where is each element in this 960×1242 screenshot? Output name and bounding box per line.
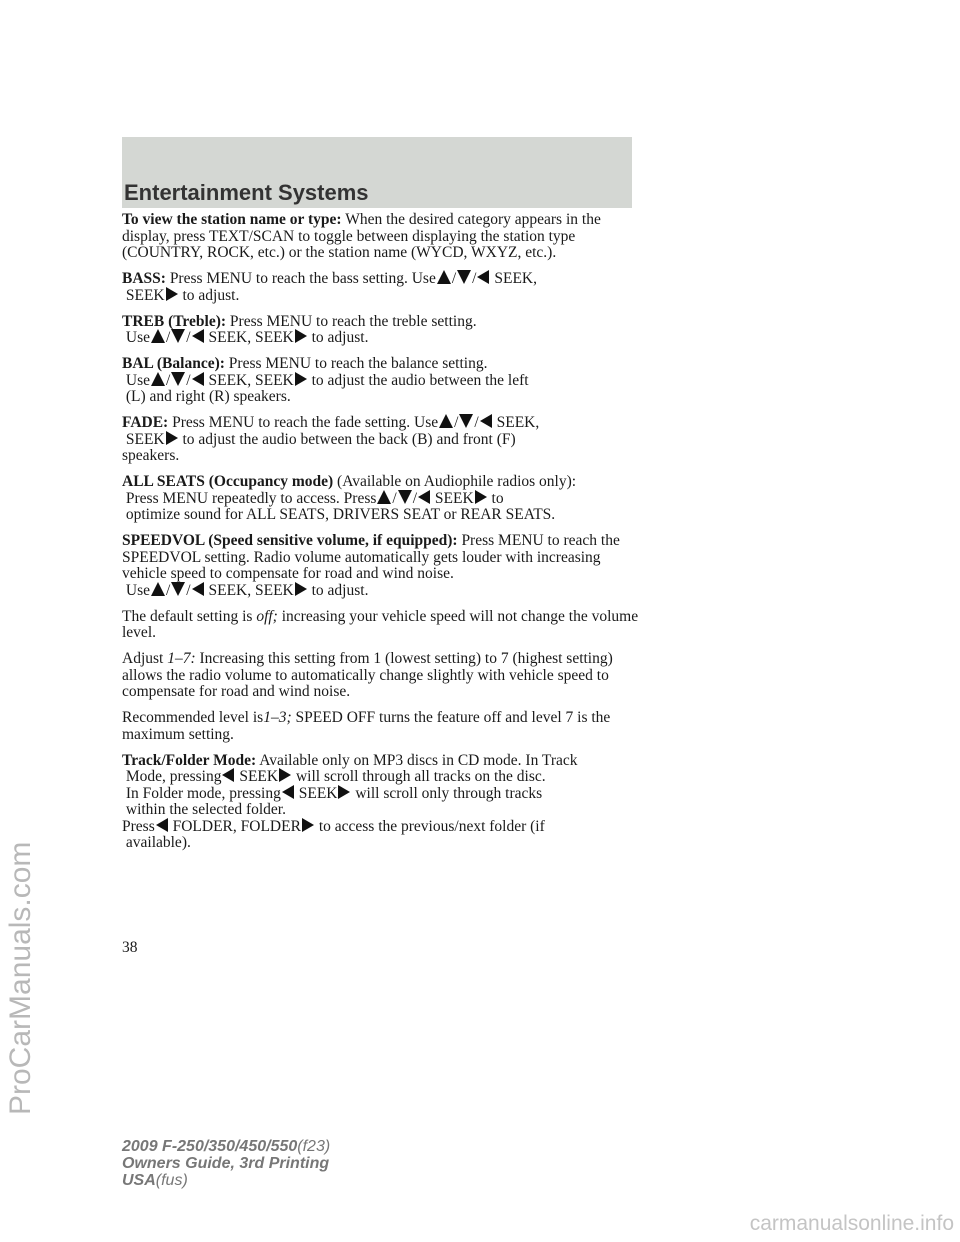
footer-line-3: USA(fus) <box>122 1172 188 1189</box>
paragraph-view-station: To view the station name or type: When the desired category appears in the display, press TEXT/SCAN to toggle between displaying the station type (COUNTRY, ROCK, etc.) or the station name (WYCD, WXYZ, etc.). <box>122 211 601 261</box>
footer-imprint <box>122 1138 330 1189</box>
up-arrow-icon <box>439 414 453 428</box>
paragraph-all-seats: ALL SEATS (Occupancy mode) (Available on Audiophile radios only): Press MENU repeatedly to access. Press / / SEEK to optimize sound for ALL SEATS, DRIVERS SEAT or REAR SEATS. <box>122 473 577 523</box>
right-arrow-icon <box>166 431 178 445</box>
right-arrow-icon <box>475 490 487 504</box>
right-arrow-icon <box>295 582 307 596</box>
down-arrow-icon <box>171 329 185 343</box>
up-arrow-icon <box>437 270 451 284</box>
side-watermark: ProCarManuals.com <box>4 841 37 1115</box>
down-arrow-icon <box>398 490 412 504</box>
up-arrow-icon <box>377 490 391 504</box>
left-arrow-icon <box>192 582 204 596</box>
left-arrow-icon <box>192 372 204 386</box>
left-arrow-icon <box>282 785 294 799</box>
paragraph-default-setting: The default setting is off; increasing your vehicle speed will not change the volume level. <box>122 607 639 641</box>
paragraph-track-folder: Track/Folder Mode: Available only on MP3 discs in CD mode. In Track Mode, pressing SEEK will scroll through all tracks on the disc. In Folder mode, pressing SEEK will scroll only through tracks within the selected folder. Press FOLDER, FOLDER to access the previous/next folder (if available). <box>122 751 578 851</box>
right-arrow-icon <box>302 818 314 832</box>
right-arrow-icon <box>338 785 350 799</box>
up-arrow-icon <box>151 329 165 343</box>
paragraph-fade: FADE: Press MENU to reach the fade setting. Use / / SEEK, SEEK to adjust the audio between the back (B) and front (F) speakers. <box>122 414 540 464</box>
down-arrow-icon <box>457 270 471 284</box>
paragraph-speedvol: SPEEDVOL (Speed sensitive volume, if equipped): Press MENU to reach the SPEEDVOL setting. Radio volume automatically gets louder with increasing vehicle speed to compensate for road and wind noise. Use / / SEEK, SEEK to adjust. <box>122 532 620 599</box>
paragraph-treble: TREB (Treble): Press MENU to reach the treble setting. Use / / SEEK, SEEK to adjust. <box>122 312 477 346</box>
footer-line-1: 2009 F-250/350/450/550(f23) <box>122 1138 331 1155</box>
down-arrow-icon <box>171 372 185 386</box>
left-arrow-icon <box>192 329 204 343</box>
paragraph-adjust: Adjust 1–7: Increasing this setting from 1 (lowest setting) to 7 (highest setting) allows the radio volume to automatically change slightly with vehicle speed to compensate for road and wind noise. <box>122 650 613 700</box>
section-title: Entertainment Systems <box>124 180 369 205</box>
right-arrow-icon <box>166 287 178 301</box>
left-arrow-icon <box>222 768 234 782</box>
up-arrow-icon <box>151 372 165 386</box>
left-arrow-icon <box>418 490 430 504</box>
paragraph-balance: BAL (Balance): Press MENU to reach the balance setting. Use / / SEEK, SEEK to adjust the audio between the left (L) and right (R) speakers. <box>122 355 529 405</box>
up-arrow-icon <box>151 582 165 596</box>
footer-line-2: Owners Guide, 3rd Printing <box>122 1155 330 1172</box>
bottom-watermark: carmanualsonline.info <box>749 1212 954 1235</box>
left-arrow-icon <box>156 818 168 832</box>
right-arrow-icon <box>295 372 307 386</box>
right-arrow-icon <box>295 329 307 343</box>
paragraph-bass: BASS: Press MENU to reach the bass setting. Use / / SEEK, SEEK to adjust. <box>122 270 537 304</box>
page-number: 38 <box>122 939 138 956</box>
left-arrow-icon <box>477 270 489 284</box>
down-arrow-icon <box>459 414 473 428</box>
down-arrow-icon <box>171 582 185 596</box>
body-text <box>122 212 642 861</box>
paragraph-recommended: Recommended level is1–3; SPEED OFF turns the feature off and level 7 is the maximum setting. <box>122 709 611 743</box>
left-arrow-icon <box>480 414 492 428</box>
right-arrow-icon <box>279 768 291 782</box>
label-view-station: To view the station name or type: <box>122 211 342 228</box>
